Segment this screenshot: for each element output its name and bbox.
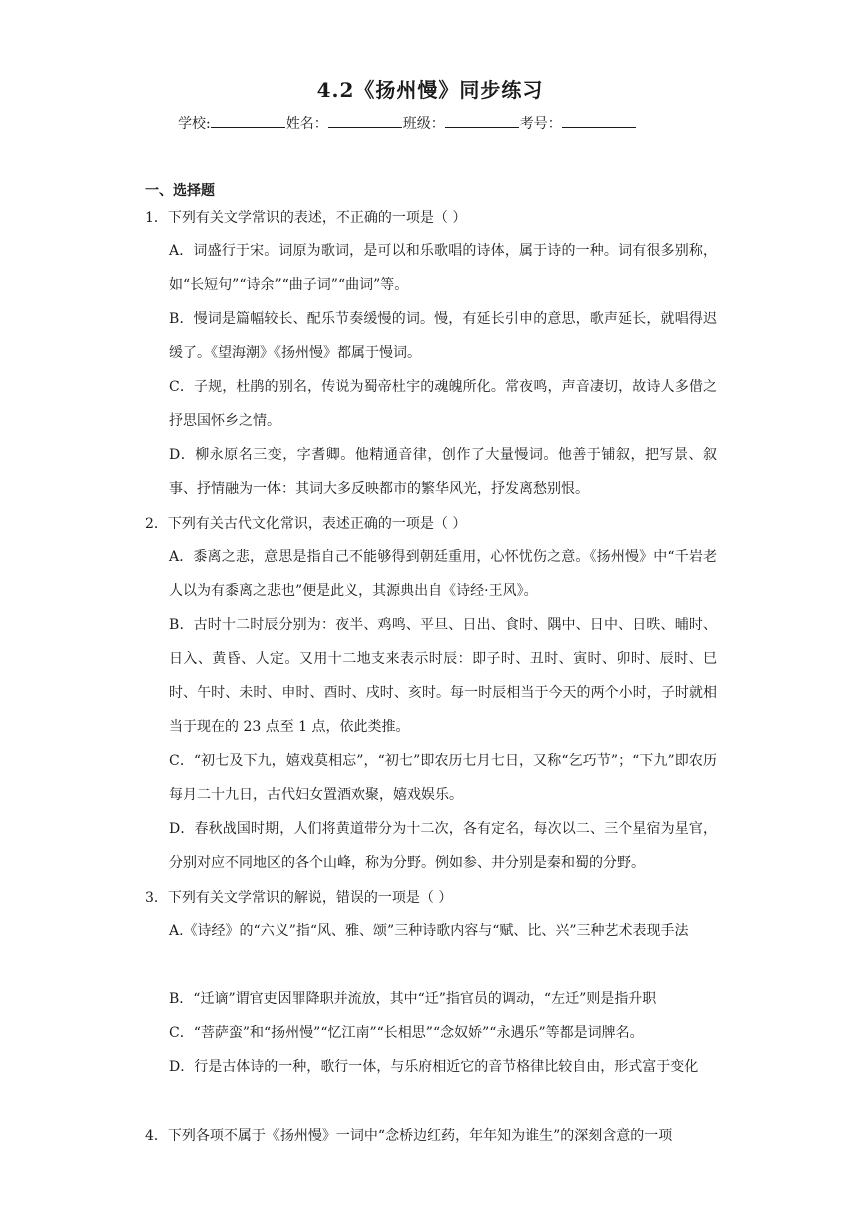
- question-1-option-d: D．柳永原名三变，字耆卿。他精通音律，创作了大量慢词。他善于铺叙，把写景、叙事、抒情融为一体：其词大多反映都市的繁华风光，抒发离愁别恨。: [169, 447, 717, 497]
- school-label: 学校:: [178, 116, 211, 132]
- name-label: 姓名：: [285, 116, 328, 132]
- question-2-option-a: A．黍离之悲，意思是指自己不能够得到朝廷重用，心怀忧伤之意。《扬州慢》中“千岩老人以为有黍离之悲也”便是此义，其源典出自《诗经·王风》。: [169, 549, 717, 599]
- question-3-option-b: B．“迁谪”谓官吏因罪降职并流放，其中“迁”指官员的调动，“左迁”则是指升职: [169, 991, 657, 1007]
- name-field: [286, 113, 403, 133]
- question-3-option-d: D．行是古体诗的一种，歌行一体，与乐府相近它的音节格律比较自由，形式富于变化: [169, 1059, 699, 1075]
- class-field: [403, 113, 520, 133]
- class-blank: [445, 113, 519, 128]
- question-1-option-b: B．慢词是篇幅较长、配乐节奏缓慢的词。慢，有延长引申的意思，歌声延长，就唱得迟缓了。《望海潮》《扬州慢》都属于慢词。: [169, 311, 717, 361]
- class-label: 班级：: [402, 116, 445, 132]
- question-1-stem: 1．下列有关文学常识的表述，不正确的一项是（ ）: [145, 210, 467, 226]
- question-3-option-c: C．“菩萨蛮”和“扬州慢”“忆江南”“长相思”“念奴娇”“永遇乐”等都是词牌名。: [169, 1025, 644, 1041]
- school-blank: [211, 113, 285, 128]
- student-info-line: [178, 113, 637, 133]
- question-2-option-c: C．“初七及下九，嬉戏莫相忘”，“初七”即农历七月七日，又称“乞巧节”；“下九”即农历每月二十九日，古代妇女置酒欢聚，嬉戏娱乐。: [169, 753, 717, 803]
- question-3-option-a: A.《诗经》的“六义”指“风、雅、颂”三种诗歌内容与“赋、比、兴”三种艺术表现手法: [169, 923, 689, 939]
- question-4-stem: 4．下列各项不属于《扬州慢》一词中“念桥边红药，年年知为谁生”的深刻含意的一项: [145, 1128, 673, 1144]
- exam-number-field: [520, 113, 637, 133]
- page-title: 4.2《扬州慢》同步练习: [316, 78, 544, 102]
- section-heading: 一、选择题: [145, 183, 215, 199]
- exam-number-label: 考号：: [519, 116, 562, 132]
- question-2-option-b: B．古时十二时辰分别为：夜半、鸡鸣、平旦、日出、食时、隅中、日中、日昳、晡时、日入、黄昏、人定。又用十二地支来表示时辰：即子时、丑时、寅时、卯时、辰时、巳时、午时、未时、申时、酉时、戌时、亥时。每一时辰相当于今天的两个小时，子时就相当于现在的 23 点至 1 点，依此类推。: [169, 617, 717, 735]
- question-1-option-c: C．子规，杜鹃的别名，传说为蜀帝杜宇的魂魄所化。常夜鸣，声音凄切，故诗人多借之抒思国怀乡之情。: [169, 379, 717, 429]
- school-field: [178, 113, 286, 133]
- question-3-stem: 3．下列有关文学常识的解说，错误的一项是（ ）: [145, 890, 453, 906]
- question-1-option-a: A．词盛行于宋。词原为歌词，是可以和乐歌唱的诗体，属于诗的一种。词有很多别称，如“长短句”“诗余”“曲子词”“曲词”等。: [169, 243, 717, 293]
- question-2-stem: 2．下列有关古代文化常识，表述正确的一项是（ ）: [145, 516, 467, 532]
- question-2-option-d: D．春秋战国时期，人们将黄道带分为十二次，各有定名，每次以二、三个星宿为星官，分别对应不同地区的各个山峰，称为分野。例如参、井分别是秦和蜀的分野。: [169, 821, 717, 871]
- exam-number-blank: [562, 113, 636, 128]
- name-blank: [328, 113, 402, 128]
